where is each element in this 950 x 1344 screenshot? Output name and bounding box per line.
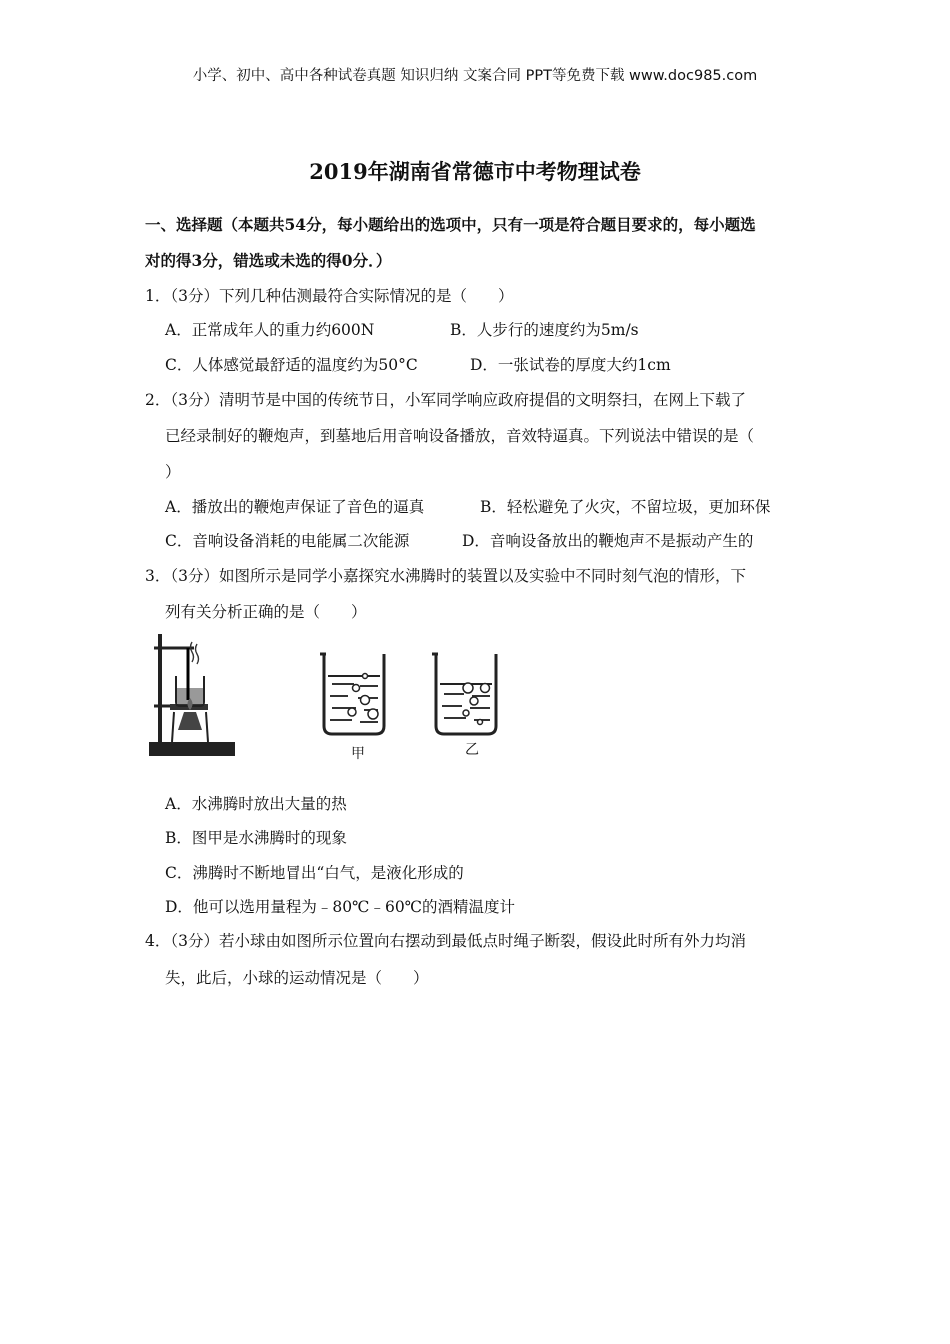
question-1-option-c: C．人体感觉最舒适的温度约为50°C [165, 356, 418, 374]
question-2-stem-line-3: ） [165, 463, 181, 481]
question-2-option-b: B．轻松避免了火灾，不留垃圾，更加环保 [480, 498, 771, 516]
section-heading-line-1: 一、选择题（本题共54分，每小题给出的选项中，只有一项是符合题目要求的，每小题选 [145, 215, 756, 234]
question-1-option-b: B．人步行的速度约为5m/s [450, 321, 639, 339]
question-4-stem-line-1: 4．（3分）若小球由如图所示位置向右摆动到最低点时绳子断裂，假设此时所有外力均消 [145, 932, 746, 950]
question-2-option-d: D．音响设备放出的鞭炮声不是振动产生的 [462, 532, 754, 550]
page-header: 小学、初中、高中各种试卷真题 知识归纳 文案合同 PPT等免费下载 www.doc985.com [192, 68, 758, 84]
figure-label-jia: 甲 [351, 746, 365, 762]
question-3-option-c: C．沸腾时不断地冒出“白气，是液化形成的 [165, 864, 464, 882]
question-2-stem-line-1: 2．（3分）清明节是中国的传统节日，小军同学响应政府提倡的文明祭扫，在网上下载了 [145, 391, 746, 409]
question-3-stem-line-2: 列有关分析正确的是（ ） [165, 603, 367, 621]
question-2-stem-line-2: 已经录制好的鞭炮声，到墓地后用音响设备播放，音效特逼真。下列说法中错误的是（ [165, 427, 755, 445]
question-3-stem-line-1: 3．（3分）如图所示是同学小嘉探究水沸腾时的装置以及实验中不同时刻气泡的情形，下 [145, 567, 746, 585]
beaker-jia-figure [318, 650, 390, 746]
question-1-stem: 1．（3分）下列几种估测最符合实际情况的是（ ） [145, 287, 514, 305]
question-3-option-d: D．他可以选用量程为﹣80℃﹣60℃的酒精温度计 [165, 898, 516, 916]
question-2-option-c: C．音响设备消耗的电能属二次能源 [165, 532, 410, 550]
question-1-option-a: A．正常成年人的重力约600N [165, 321, 375, 339]
question-3-option-a: A．水沸腾时放出大量的热 [165, 795, 347, 813]
beaker-yi-figure [430, 650, 502, 746]
section-heading-line-2: 对的得3分，错选或未选的得0分．） [145, 251, 392, 270]
question-1-option-d: D．一张试卷的厚度大约1cm [470, 356, 671, 374]
question-4-stem-line-2: 失，此后，小球的运动情况是（ ） [165, 969, 429, 987]
boiling-apparatus-figure [146, 632, 238, 760]
question-2-option-a: A．播放出的鞭炮声保证了音色的逼真 [165, 498, 425, 516]
figure-label-yi: 乙 [465, 742, 479, 758]
exam-title: 2019年湖南省常德市中考物理试卷 [309, 159, 641, 184]
question-3-option-b: B．图甲是水沸腾时的现象 [165, 829, 347, 847]
